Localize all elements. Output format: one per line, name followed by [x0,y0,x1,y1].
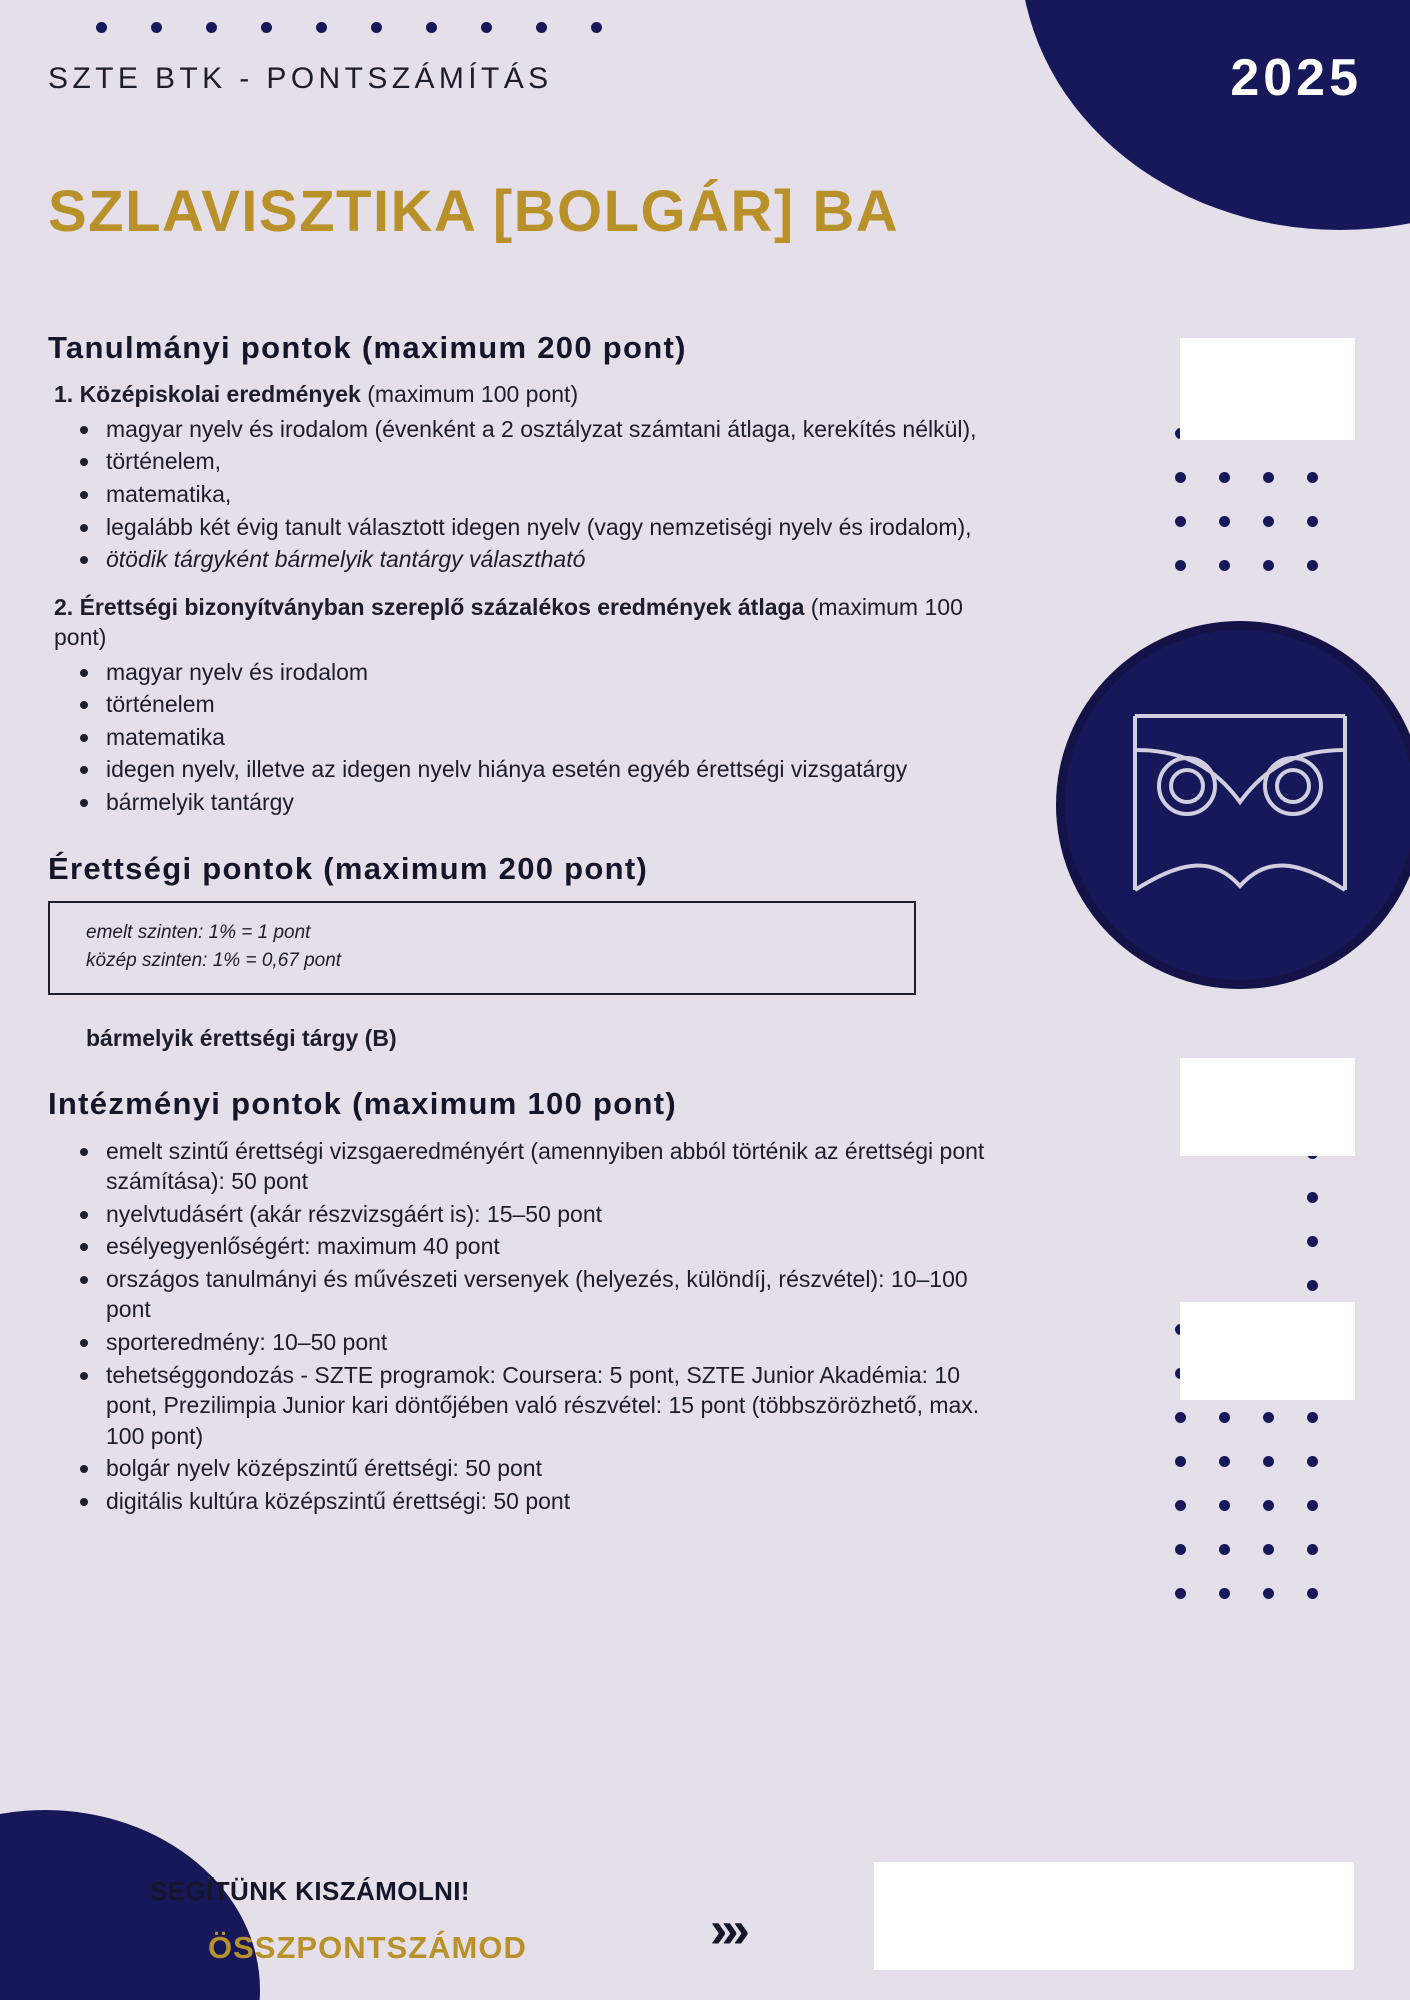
list-item: történelem [106,689,1008,720]
list-item: magyar nyelv és irodalom [106,657,1008,688]
list-item: nyelvtudásért (akár részvizsgáért is): 15–50 pont [106,1199,1008,1230]
exam-subject-text: bármelyik érettségi tárgy (B) [86,1024,397,1051]
study-item-1-rest: (maximum 100 pont) [360,381,579,407]
list-item: tehetséggondozás - SZTE programok: Coursera: 5 pont, SZTE Junior Akadémia: 10 pont, Prezilimpia Junior kari döntőjében való részvétel: 15 pont (többszörözhető, max. 100 pont) [106,1360,1008,1452]
decor-dot-row-top [96,22,602,33]
list-item: sporteredmény: 10–50 pont [106,1327,1008,1358]
page-title: SZLAVISZTIKA [BOLGÁR] BA [48,179,900,244]
section-heading-institutional: Intézményi pontok (maximum 100 pont) [48,1085,677,1121]
list-item: matematika, [106,479,1008,510]
list-item: országos tanulmányi és művészeti versenyek (helyezés, különdíj, részvétel): 10–100 pont [106,1264,1008,1325]
list-item: matematika [106,722,1008,753]
section-heading-study: Tanulmányi pontok (maximum 200 pont) [48,330,687,365]
footer-total-text: ÖSSZPONTSZÁMOD [208,1930,527,1965]
list-item: idegen nyelv, illetve az idegen nyelv hiánya esetén egyéb érettségi vizsgatárgy [106,754,1008,785]
decor-corner-circle-top-right [1020,0,1410,230]
chevrons-right-icon: ››› [710,1901,744,1959]
footer-help-text: SEGÍTÜNK KISZÁMOLNI! [150,1876,470,1906]
list-item: legalább két évig tanult választott idegen nyelv (vagy nemzetiségi nyelv és irodalom), [106,512,1008,543]
emblem-circle [1065,630,1410,980]
decor-white-box-2 [1180,1058,1355,1156]
year-label: 2025 [1230,49,1362,107]
list-item: magyar nyelv és irodalom (évenként a 2 osztályzat számtani átlaga, kerekítés nélkül), [106,414,1008,445]
study-item-2-list [48,657,1008,818]
list-item: bolgár nyelv középszintű érettségi: 50 pont [106,1453,1008,1484]
logo-placeholder-box [874,1862,1354,1970]
exam-rule-mid: közép szinten: 1% = 0,67 pont [86,950,342,971]
list-item: ötödik tárgyként bármelyik tantárgy választható [106,544,1008,575]
decor-white-box-1 [1180,338,1355,440]
open-book-icon [1115,690,1365,920]
exam-rule-high: emelt szinten: 1% = 1 pont [86,922,311,944]
study-item-2-rest: (maximum 100 pont) [54,593,963,650]
decor-white-box-3 [1180,1302,1355,1400]
institutional-list [48,1136,1008,1517]
study-item-2-label [54,593,1008,653]
section-heading-exam: Érettségi pontok (maximum 200 pont) [48,851,649,887]
list-item: esélyegyenlőségért: maximum 40 pont [106,1231,1008,1262]
exam-rule-box [48,901,916,994]
kicker-text: SZTE BTK - PONTSZÁMÍTÁS [48,62,553,95]
study-item-1-list [48,414,1008,575]
study-item-2-bold: 2. Érettségi bizonyítványban szereplő százalékos eredmények átlaga [54,593,805,620]
study-item-1-label [54,380,1008,410]
list-item: digitális kultúra középszintű érettségi: 50 pont [106,1486,1008,1517]
list-item: történelem, [106,446,1008,477]
study-item-1-bold: 1. Középiskolai eredmények [54,381,361,407]
list-item: bármelyik tantárgy [106,787,1008,818]
content-body [48,330,1008,1534]
list-item: emelt szintű érettségi vizsgaeredményért (amennyiben abból történik az érettségi pont számítása): 50 pont [106,1136,1008,1197]
